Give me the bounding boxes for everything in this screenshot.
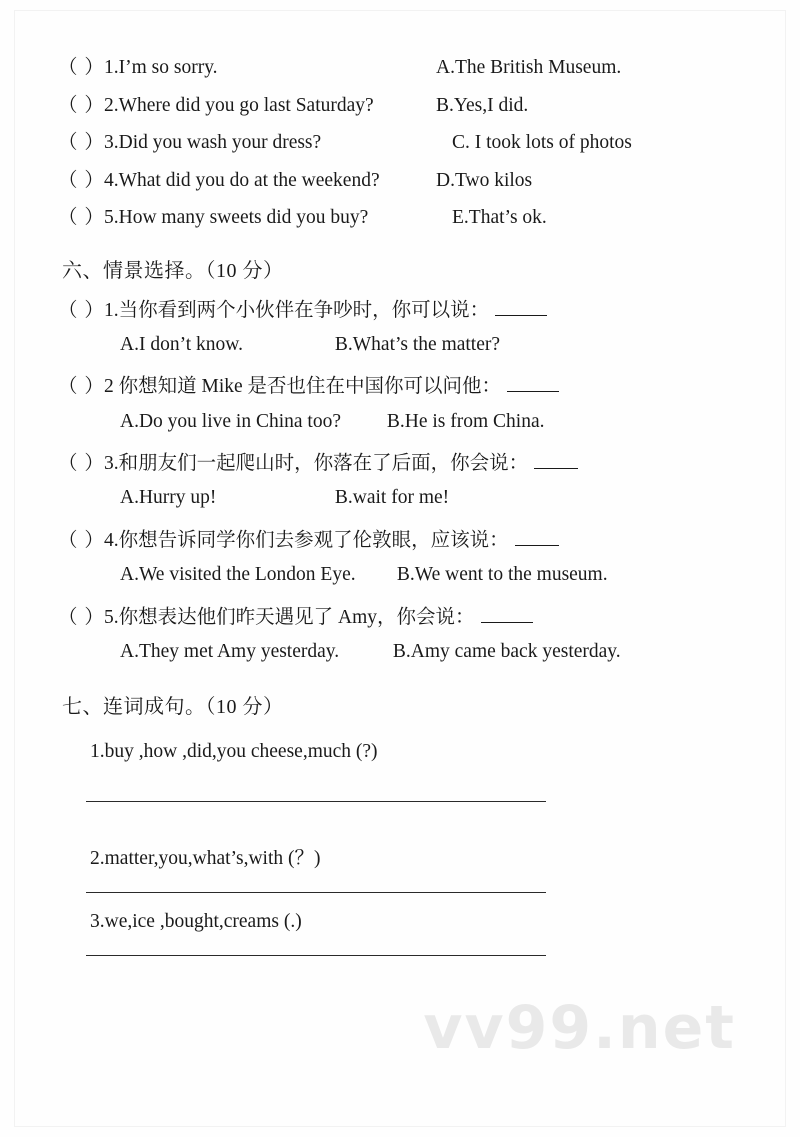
- section-heading-six: 六、情景选择。（10 分）: [62, 259, 284, 282]
- answer-paren[interactable]: （ ）: [58, 606, 105, 628]
- list-item: 2.matter,you,what’s,with (？): [90, 848, 321, 870]
- question-text: 1.当你看到两个小伙伴在争吵时，你可以说：: [104, 299, 490, 321]
- option-b[interactable]: B.What’s the matter?: [334, 333, 501, 355]
- answer-paren[interactable]: （ ）: [58, 529, 105, 551]
- answer-paren[interactable]: （ ）: [58, 299, 105, 321]
- list-item: [58, 171, 748, 191]
- list-item: [58, 96, 748, 116]
- question-text: 4.你想告诉同学你们去参观了伦敦眼，应该说：: [104, 529, 509, 551]
- option-a[interactable]: A.They met Amy yesterday.: [120, 640, 340, 662]
- list-item: 3.we,ice ,bought,creams (.): [90, 911, 302, 933]
- option-a[interactable]: A.I don’t know.: [120, 333, 243, 355]
- answer-paren[interactable]: （ ）: [58, 169, 105, 191]
- option-a[interactable]: A.Hurry up!: [120, 487, 217, 509]
- option-b[interactable]: B.Amy came back yesterday.: [392, 640, 621, 662]
- question-text: 2.Where did you go last Saturday?: [104, 94, 374, 116]
- option-a[interactable]: A.We visited the London Eye.: [120, 564, 356, 586]
- answer-blank[interactable]: [534, 468, 578, 469]
- answer-blank[interactable]: [86, 892, 546, 893]
- answer-paren[interactable]: （ ）: [58, 376, 105, 398]
- answer-paren[interactable]: （ ）: [58, 207, 105, 228]
- worksheet-content: [58, 58, 748, 956]
- situational-section: [58, 299, 748, 665]
- answer-blank[interactable]: [495, 315, 547, 316]
- list-item: [58, 529, 748, 588]
- list-item: [58, 133, 748, 153]
- matching-section: [58, 58, 748, 228]
- watermark: vv99.net: [423, 993, 736, 1063]
- list-item: [58, 452, 748, 511]
- option-b[interactable]: B.We went to the museum.: [396, 564, 608, 586]
- answer-blank[interactable]: [481, 622, 533, 623]
- list-item: 1.buy ,how ,did,you cheese,much (?): [90, 741, 378, 763]
- option-a[interactable]: A.Do you live in China too?: [120, 410, 341, 432]
- question-text: 1.I’m so sorry.: [104, 57, 218, 78]
- question-text: 4.What did you do at the weekend?: [104, 169, 380, 191]
- answer-blank[interactable]: [515, 545, 559, 546]
- answer-paren[interactable]: （ ）: [58, 132, 105, 153]
- question-text: 3.Did you wash your dress?: [104, 132, 322, 153]
- question-text: 2 你想知道 Mike 是否也住在中国你可以问他：: [104, 376, 502, 398]
- list-item: [58, 606, 748, 665]
- option-b[interactable]: B.He is from China.: [386, 410, 545, 432]
- question-text: 3.和朋友们一起爬山时，你落在了后面，你会说：: [104, 453, 529, 474]
- list-item: [58, 299, 748, 358]
- question-text: 5.How many sweets did you buy?: [104, 207, 369, 228]
- option-text: D.Two kilos: [436, 169, 533, 191]
- answer-paren[interactable]: （ ）: [58, 57, 105, 78]
- word-ordering-section: [58, 741, 748, 956]
- option-text: C. I took lots of photos: [452, 132, 632, 153]
- question-text: 5.你想表达他们昨天遇见了 Amy，你会说：: [104, 606, 475, 628]
- answer-paren[interactable]: （ ）: [58, 94, 105, 116]
- list-item: [58, 208, 748, 228]
- option-text: B.Yes,I did.: [436, 94, 529, 116]
- list-item: [58, 375, 748, 434]
- answer-blank[interactable]: [86, 955, 546, 956]
- option-text: A.The British Museum.: [436, 57, 622, 78]
- answer-blank[interactable]: [86, 801, 546, 802]
- answer-blank[interactable]: [507, 391, 559, 392]
- list-item: [58, 58, 748, 78]
- answer-paren[interactable]: （ ）: [58, 453, 105, 474]
- section-heading-seven: 七、连词成句。（10 分）: [62, 696, 284, 719]
- option-text: E.That’s ok.: [452, 207, 547, 228]
- option-b[interactable]: B.wait for me!: [334, 487, 450, 509]
